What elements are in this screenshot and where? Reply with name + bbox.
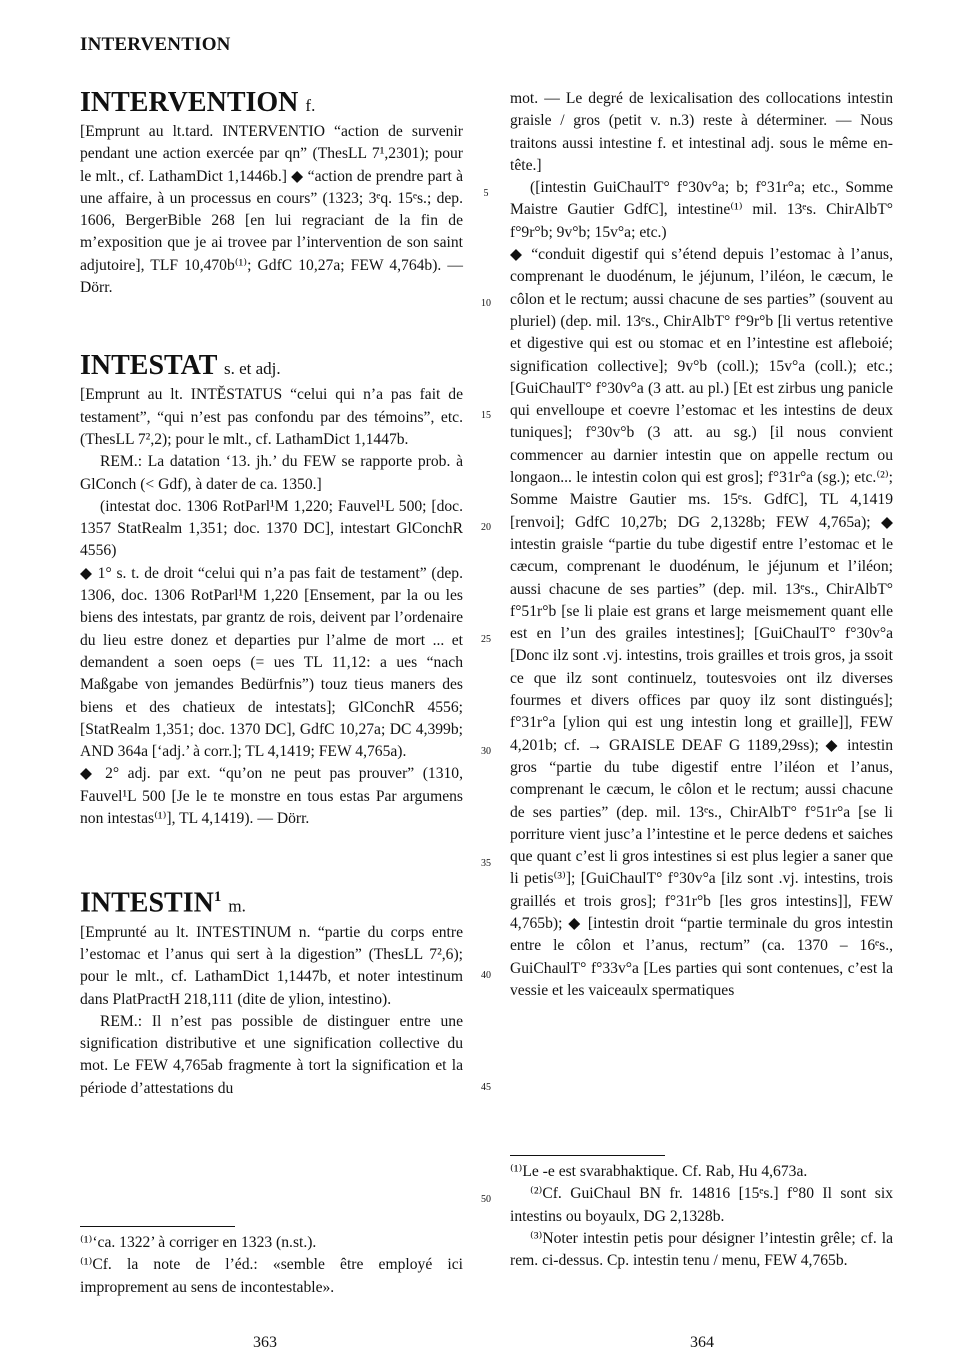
line-number: 50 <box>481 1194 491 1205</box>
footnote: ⁽¹⁾Cf. la note de l’éd.: «semble être employé ici improprement au sens de incontestable». <box>80 1256 463 1296</box>
footnote: ⁽¹⁾Le -e est svarabhaktique. Cf. Rab, Hu 4,673a. <box>510 1163 808 1180</box>
left-column <box>80 88 463 1100</box>
entry-continuation: mot. — Le degré de lexicalisation des collocations intestin graisle / gros (petit v. n.3) reste à déterminer. — Nous traitons aussi intestine f. et intestinal adj. sous le même en-tête.] <box>510 90 893 174</box>
headword-text: INTERVENTION <box>80 87 299 118</box>
footnote: ⁽³⁾Noter intestin petis pour désigner l’intestin grêle; cf. la rem. ci-dessus. Cp. intestin tenu / menu, FEW 4,765b. <box>510 1229 893 1270</box>
footnotes-right <box>510 1161 893 1272</box>
headword-superscript: 1 <box>213 889 222 906</box>
forms: (intestat doc. 1306 RotParl¹M 1,220; Fauvel¹L 500; [doc. 1357 StatRealm 1,351; doc. 1370 DC], intestart GlConchR 4556) <box>80 497 463 560</box>
remark: REM.: La datation ‘13. jh.’ du FEW se rapporte prob. à GlConch (< Gdf), à dater de ca. 1350.] <box>80 453 463 493</box>
entry-intestin <box>80 882 463 1100</box>
page-number-left: 363 <box>253 1334 277 1351</box>
grammar-label: s. et adj. <box>223 359 281 379</box>
footnote: ⁽¹⁾‘ca. 1322’ à corriger en 1323 (n.st.). <box>80 1234 317 1251</box>
line-number: 35 <box>481 858 491 869</box>
line-numbers <box>476 88 496 1228</box>
line-number: 30 <box>481 746 491 757</box>
forms: ([intestin GuiChaulT° f°30v°a; b; f°31r°a; etc., Somme Maistre Gautier GdfC], intestine⁽¹⁾ mil. 13ᵉs. ChirAlbT° f°9r°b; 9v°b; 15v°a; etc.) <box>510 179 893 241</box>
line-number: 5 <box>483 188 489 199</box>
entry-body: [Emprunt au lt.tard. INTERVENTIO “action de survenir pendant une action exercée par qn” (ThesLL 7¹,2301); pour le mlt., cf. LathamDict 1,1446b.] ◆ “action de prendre part à une affaire, à un processus en cours” (1323; 3ᵉq. 15ᵉs.; dep. 1606, BergerBible 268 [en lui regraciant de la fin de m’exposition que je ai trovee par l’intervention de son saint adjutoire], TLF 10,470b⁽¹⁾; GdfC 10,27a; FEW 4,764b). — Dörr. <box>80 123 463 297</box>
senses: ◆ “conduit digestif qui s’étend depuis l’estomac à l’anus, comprenant le duodénum, le jéjunum, l’iléon, le cæcum, le côlon et le rectum; aussi chacune de ses parties” (souvent au pluriel) (dep. mil. 13ᵉs., ChirAlbT° f°9r°b [li vertus retentive et digestive qui est ou stomac et en l’intestine est afleboié; signification collective]; 9v°b (coll.); 15v°a (coll.); etc.; [GuiChaulT° f°30v°a (3 att. au pl.) [Et est zirbus ung panicle qui envelloupe et coevre l’estomac et les intestins de deux tuniques]; f°30v°b (3 att. au sg.) [il nous convient commencer au darnier intestin que on appelle rectum ou longaon... le intestin colon qui est gros]; f°31r°a (sg.); etc.⁽²⁾; Somme Maistre Gautier ms. 15ᵉs. GdfC], TL 4,1419 [renvoi]; GdfC 10,27b; DG 2,1328b; FEW 4,765a); ◆ intestin graisle “partie du tube digestif entre l’estomac et le cæcum, comprenant le duodénum, le jéjunum et l’iléon; aussi chacune de ses parties” (dep. mil. 13ᵉs., ChirAlbT° f°51r°b [se li plaie est grans et large meismement quant elle est en l’un des grailes intestines]; [GuiChaulT° f°30v°a [Donc ilz sont .vj. intestins, trois grailles et trois gros, ja ssoit ce que ilz sont continuelz, toutesvoies ont ilz diverses fourmes et divers offices par quoy ilz sont distingués]; f°31r°a [ylion qui est ung intestin long et graille]], FEW 4,201b; cf. → GRAISLE DEAF G 1189,29ss); ◆ intestin gros “partie du tube digestif entre l’iléon et l’anus, comprenant le cæcum, le côlon et le rectum; aussi chacune de ses parties” (dep. mil. 13ᵉs., ChirAlbT° f°51r°a [se li porriture vient jusc’a l’intestine et le perce dedens et saiches que quant c’est li gros intestines si est plus legier a saner que li petis⁽³⁾]; [GuiChaulT° f°30v°a [ilz sont .vj. intestins, trois graillés et trois gros]; f°31r°b [les gros intestins]], FEW 4,765b); ◆ [intestin droit “partie terminale du gros intestin entre le côlon et l’anus, rectum” (ca. 1370 – 16ᵉs., GuiChaulT° f°33v°a [Les parties qui sont contenues, c’est la vessie et les vaiceaulx spermatiques <box>510 246 893 999</box>
footnotes-left <box>80 1232 463 1299</box>
page-number-right: 364 <box>690 1334 714 1351</box>
headword-intervention <box>80 88 463 121</box>
right-column <box>510 88 893 1002</box>
footnote-rule <box>510 1155 665 1156</box>
headword-text: INTESTAT <box>80 350 217 382</box>
remark: REM.: Il n’est pas possible de distinguer entre une signification distributive et une signification collective du mot. Le FEW 4,765ab fragmente à tort la signification et la période d’attestations du <box>80 1012 463 1097</box>
sense-2: ◆ 2° adj. par ext. “qu’on ne peut pas prouver” (1310, Fauvel¹L 500 [Je le te monstre en tous estas Par argumens non intestas⁽¹⁾], TL 4,1419). — Dörr. <box>80 765 463 828</box>
etymology: [Emprunt au lt. INTĔSTATUS “celui qui n’a pas fait de testament”, “qui n’est pas confondu par des témoins”, etc. (ThesLL 7²,2); pour le mlt., cf. LathamDict 1,1447b. <box>80 386 463 448</box>
sense-1: ◆ 1° s. t. de droit “celui qui n’a pas fait de testament” (dep. 1306, doc. 1306 RotParl¹M 1,220 [Ensement, par la ou les biens des intestats, par grantz de rois, deivent par l’ordenaire du lieu estre donez et departies pur l’alme de mort ... et demandent a soen oeps (= ues TL 11,12: a ues “nach Maßgabe von jemandes Bedürfnis”) touz tieus maners des biens et des chatieux de intestats]; GlConchR 4556; [StatRealm 1,351; doc. 1370 DC], GdfC 10,27a; DC 4,399b; AND 364a [‘adj.’ à corr.]; TL 4,1419; FEW 4,765a). <box>80 564 463 761</box>
headword-intestin <box>80 882 463 921</box>
etymology: [Emprunté au lt. INTESTINUM n. “partie du corps entre l’estomac et l’anus qui sert à la digestion” (ThesLL 7²,6); pour le mlt., cf. LathamDict 1,1447b, et noter intestinum dans PlatPractH 218,111 (dite de ylion, intestino). <box>80 923 463 1008</box>
grammar-label: f. <box>305 96 316 115</box>
running-head: INTERVENTION <box>80 34 231 55</box>
line-number: 45 <box>481 1082 491 1093</box>
footnote: ⁽²⁾Cf. GuiChaul BN fr. 14816 [15ᵉs.] f°80 Il sont six intestins ou boyaulx, DG 2,1328b. <box>510 1185 893 1225</box>
line-number: 15 <box>481 410 491 421</box>
grammar-label: m. <box>228 896 246 916</box>
headword-text: INTESTIN <box>80 887 214 919</box>
spacer <box>80 830 463 882</box>
line-number: 40 <box>481 970 491 981</box>
line-number: 20 <box>481 522 491 533</box>
headword-intestat <box>80 351 463 384</box>
entry-intestat <box>80 351 463 830</box>
entry-intervention <box>80 88 463 299</box>
line-number: 10 <box>481 298 491 309</box>
spacer <box>80 299 463 351</box>
footnote-rule <box>80 1226 235 1227</box>
line-number: 25 <box>481 634 491 645</box>
